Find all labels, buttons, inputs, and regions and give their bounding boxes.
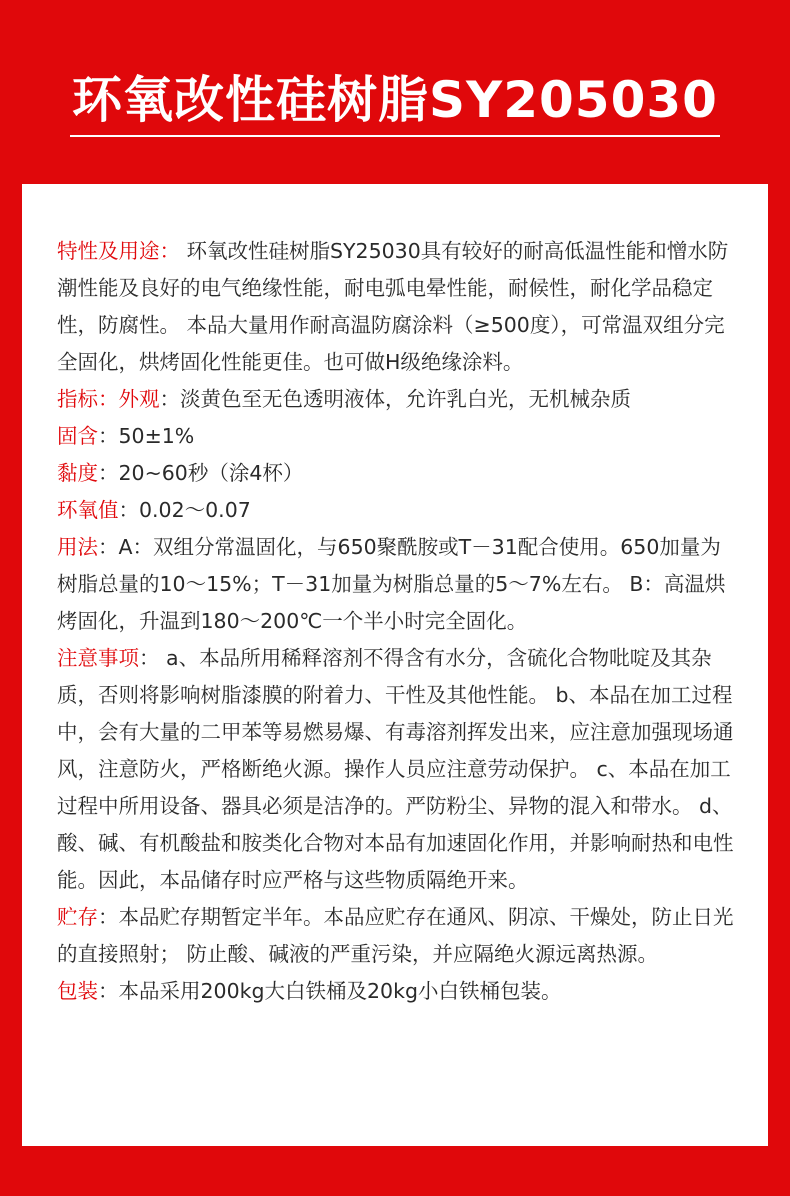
method-text: ：A：双组分常温固化，与650聚酰胺或T－31配合使用。650加量为树脂总量的10～15%；T－31加量为树脂总量的5～7%左右。 B：高温烘烤固化，升温到180～200℃一个半小时完全固化。 <box>57 535 726 633</box>
solids-text: ：50±1% <box>98 424 195 448</box>
storage-label: 贮存 <box>57 905 98 929</box>
notes-label: 注意事项 <box>57 646 139 670</box>
packaging-label: 包装 <box>57 979 98 1003</box>
spec-content <box>57 233 737 1010</box>
packaging-paragraph <box>57 973 737 1010</box>
method-paragraph <box>57 529 737 640</box>
usage-text: 环氧改性硅树脂SY25030具有较好的耐高低温性能和憎水防潮性能及良好的电气绝缘性能，耐电弧电晕性能，耐候性，耐化学品稳定性，防腐性。 本品大量用作耐高温防腐涂料（≥500度），可常温双组分完全固化，烘烤固化性能更佳。也可做H级绝缘涂料。 <box>57 239 729 374</box>
epoxy-value-text: ：0.02～0.07 <box>118 498 251 522</box>
notes-paragraph <box>57 640 737 899</box>
usage-label: 特性及用途： <box>57 239 180 263</box>
viscosity-text: ：20~60秒（涂4杯） <box>98 461 304 485</box>
viscosity-label: 黏度 <box>57 461 98 485</box>
indicators-paragraph <box>57 381 737 418</box>
notes-text: ： a、本品所用稀释溶剂不得含有水分，含硫化合物吡啶及其杂质，否则将影响树脂漆膜的附着力、干性及其他性能。 b、本品在加工过程中，会有大量的二甲苯等易燃易爆、有毒溶剂挥发出来，应注意加强现场通风，注意防火，严格断绝火源。操作人员应注意劳动保护。 c、本品在加工过程中所用设备、器具必须是洁净的。严防粉尘、异物的混入和带水。 d、酸、碱、有机酸盐和胺类化合物对本品有加速固化作用，并影响耐热和电性能。因此，本品储存时应严格与这些物质隔绝开来。 <box>57 646 734 892</box>
spec-card <box>22 184 768 1146</box>
epoxy-value-label: 环氧值 <box>57 498 119 522</box>
storage-paragraph <box>57 899 737 973</box>
packaging-text: ：本品采用200kg大白铁桶及20kg小白铁桶包装。 <box>98 979 562 1003</box>
usage-paragraph <box>57 233 737 381</box>
page-title: 环氧改性硅树脂SY205030 <box>72 71 718 129</box>
indicators-label: 指标：外观 <box>57 387 160 411</box>
solids-paragraph <box>57 418 737 455</box>
viscosity-paragraph <box>57 455 737 492</box>
header-banner <box>0 0 790 184</box>
epoxy-value-paragraph <box>57 492 737 529</box>
solids-label: 固含 <box>57 424 98 448</box>
indicators-text: ：淡黄色至无色透明液体，允许乳白光，无机械杂质 <box>159 387 631 411</box>
title-underline <box>70 135 720 137</box>
storage-text: ：本品贮存期暂定半年。本品应贮存在通风、阴凉、干燥处，防止日光的直接照射； 防止酸、碱液的严重污染，并应隔绝火源远离热源。 <box>57 905 734 966</box>
method-label: 用法 <box>57 535 98 559</box>
